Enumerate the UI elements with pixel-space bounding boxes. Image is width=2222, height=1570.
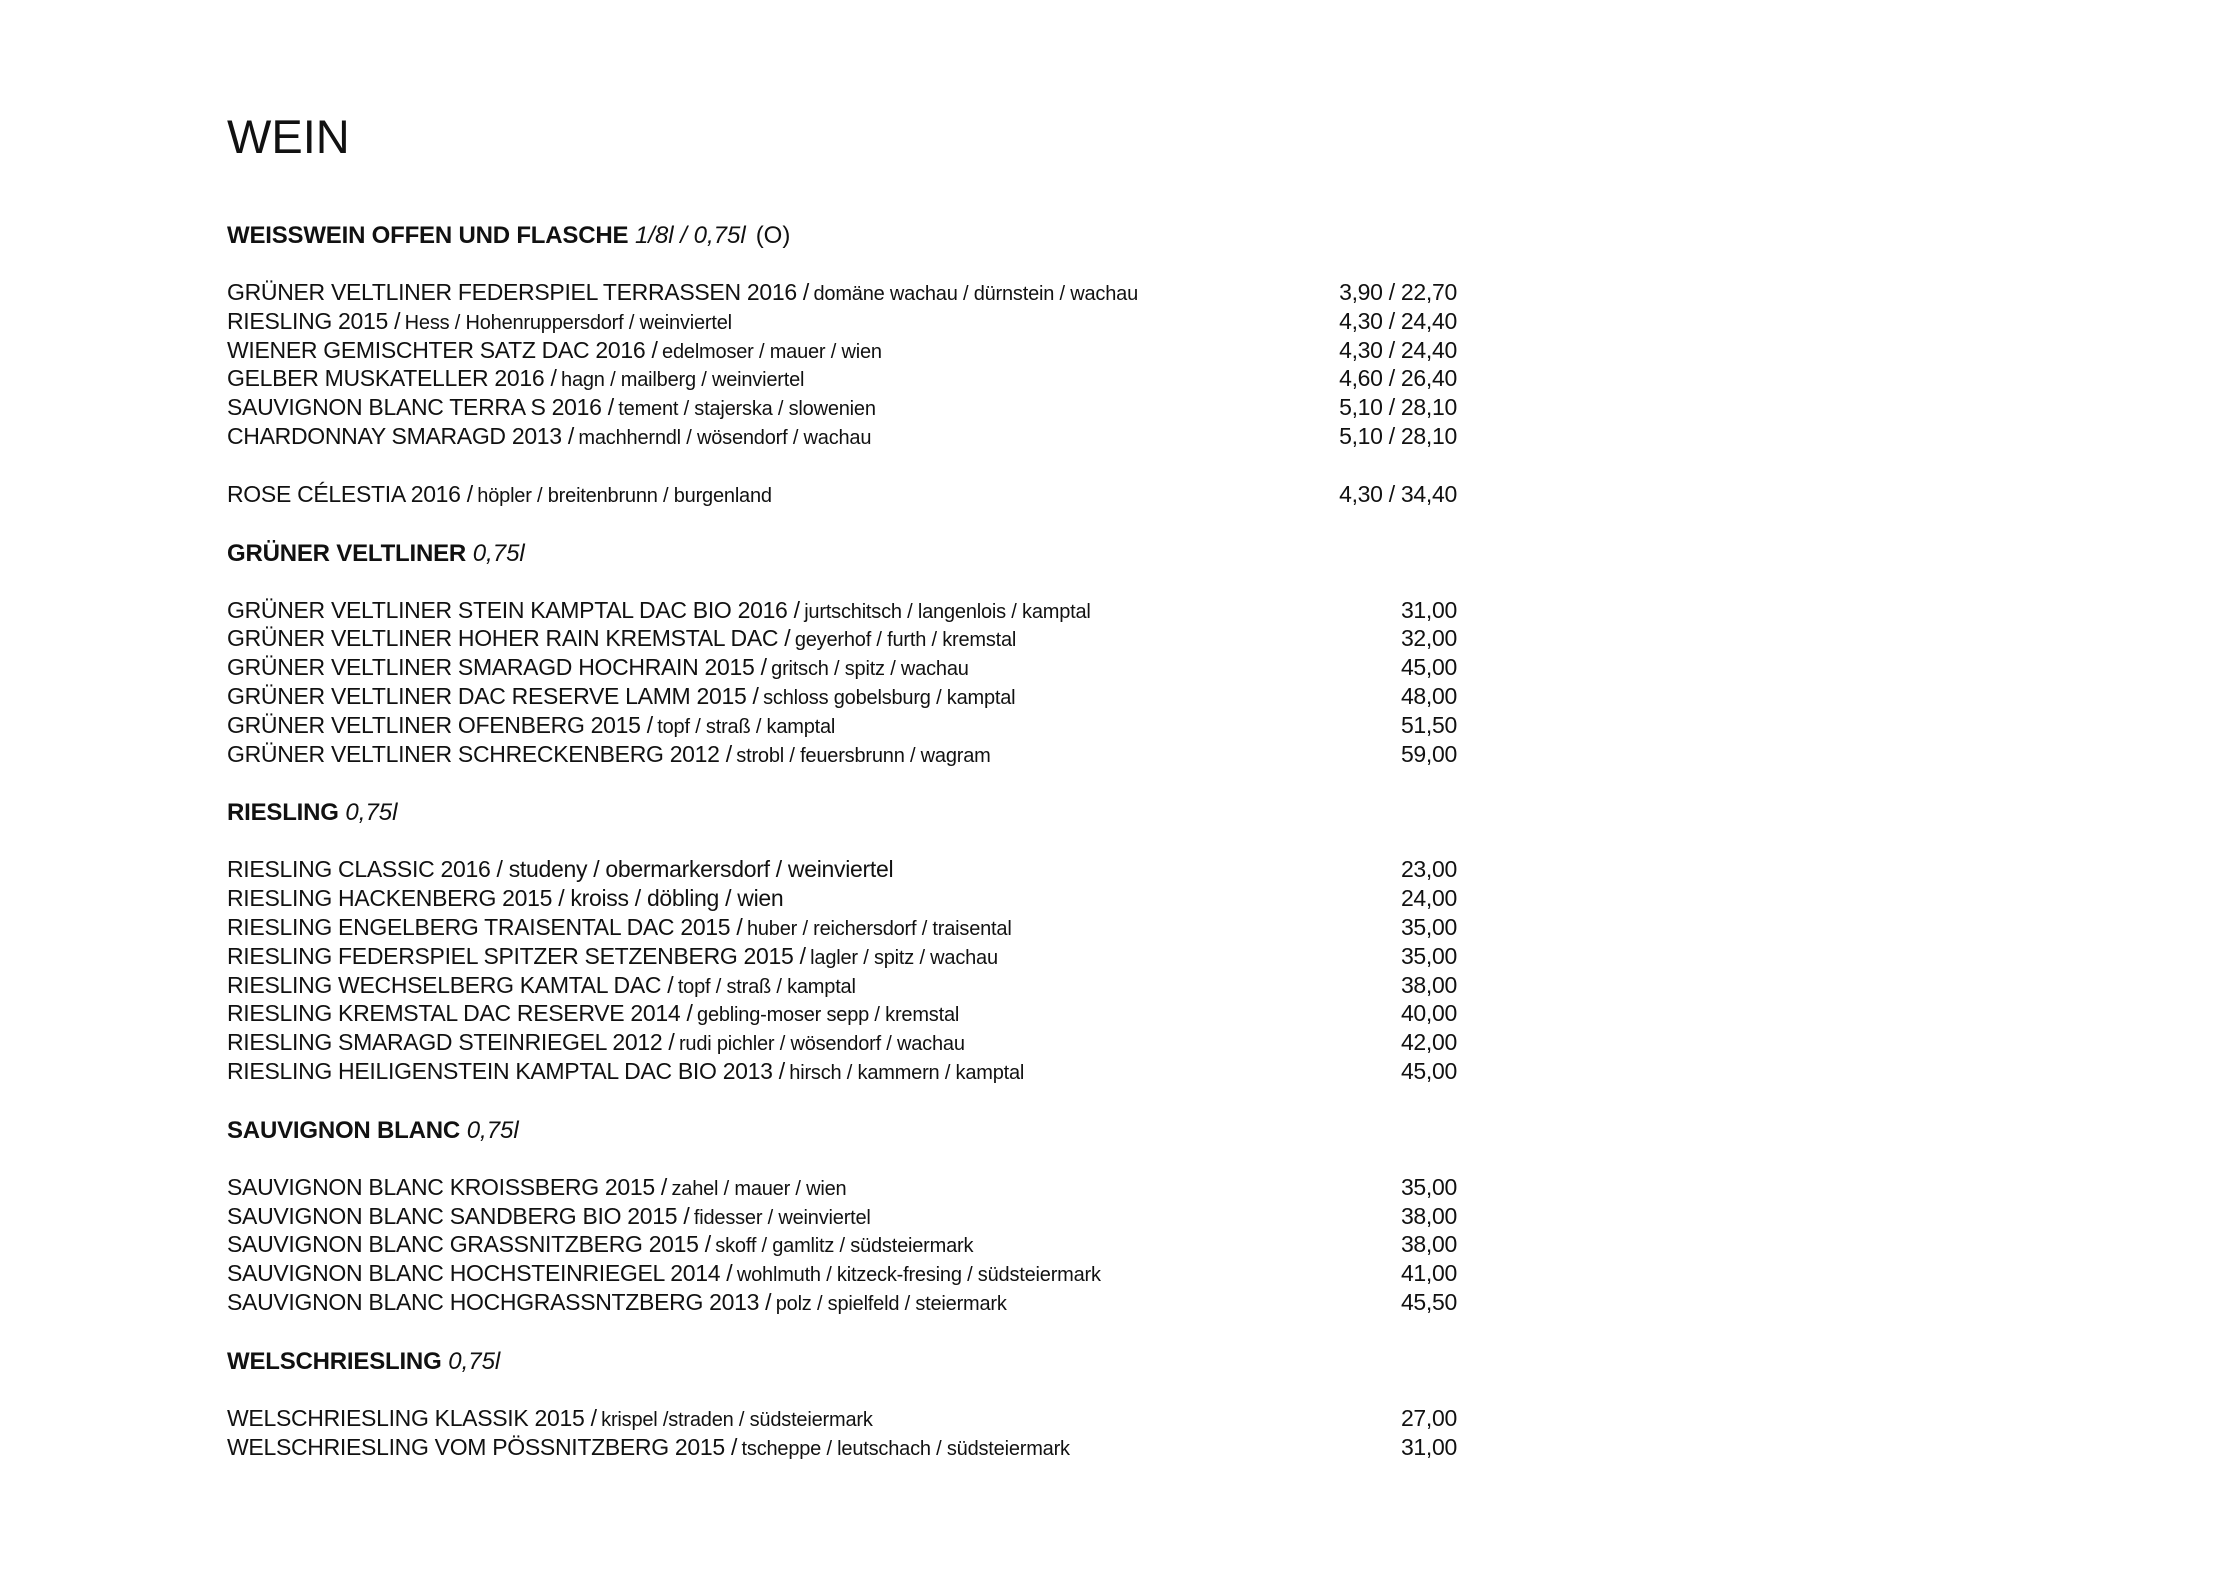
wine-name: GRÜNER VELTLINER SCHRECKENBERG 2012 / <box>227 740 732 767</box>
wine-producer: topf / straß / kamptal <box>657 715 836 738</box>
wine-row <box>227 971 1457 1000</box>
wine-price: 45,00 <box>1400 1057 1457 1084</box>
wine-name: GRÜNER VELTLINER OFENBERG 2015 / <box>227 711 653 738</box>
wine-producer: edelmoser / mauer / wien <box>662 340 882 363</box>
section-spacer <box>227 1317 1457 1346</box>
wine-producer: topf / straß / kamptal <box>677 975 856 998</box>
wine-producer: gritsch / spitz / wachau <box>771 658 969 681</box>
section-name: GRÜNER VELTLINER <box>227 539 467 567</box>
wine-name: SAUVIGNON BLANC HOCHGRASSNTZBERG 2013 / <box>227 1288 772 1315</box>
wine-name: ROSE CÉLESTIA 2016 / <box>227 480 473 507</box>
wine-producer: domäne wachau / dürnstein / wachau <box>813 283 1138 305</box>
wine-name: RIESLING ENGELBERG TRAISENTAL DAC 2015 / <box>227 913 743 940</box>
wine-name: RIESLING CLASSIC 2016 / studeny / obermarkersdorf / weinviertel <box>227 856 894 883</box>
wine-price: 35,00 <box>1400 1173 1457 1200</box>
wine-producer: schloss gobelsburg / kamptal <box>763 686 1016 709</box>
wine-producer: skoff / gamlitz / südsteiermark <box>715 1235 974 1258</box>
section-heading <box>227 1346 1457 1378</box>
row-spacer <box>227 451 1457 480</box>
wine-price: 51,50 <box>1400 711 1457 738</box>
wine-name: RIESLING WECHSELBERG KAMTAL DAC / <box>227 971 674 998</box>
wine-price: 23,00 <box>1400 856 1457 883</box>
wine-price: 5,10 / 28,10 <box>1339 422 1457 449</box>
wine-row <box>227 1202 1457 1231</box>
wine-description <box>227 1433 1070 1466</box>
wine-row <box>227 653 1457 682</box>
section-name: RIESLING <box>227 799 339 827</box>
wine-producer: zahel / mauer / wien <box>671 1177 847 1200</box>
wine-price: 3,90 / 22,70 <box>1339 279 1457 305</box>
wine-price: 4,60 / 26,40 <box>1339 365 1457 392</box>
wine-row <box>227 999 1457 1028</box>
wine-description <box>227 480 772 513</box>
section-volume: 0,75l <box>448 1347 501 1375</box>
wine-price: 32,00 <box>1400 625 1457 652</box>
wine-price: 27,00 <box>1400 1404 1457 1431</box>
wine-producer: jurtschitsch / langenlois / kamptal <box>804 600 1091 623</box>
section-note: (O) <box>755 222 791 249</box>
section-spacer <box>227 509 1457 538</box>
wine-producer: machherndl / wösendorf / wachau <box>578 426 872 449</box>
wine-price: 24,00 <box>1400 885 1457 912</box>
wine-section <box>227 797 1457 1114</box>
wine-row <box>227 711 1457 740</box>
section-name: SAUVIGNON BLANC <box>227 1116 461 1144</box>
wine-producer: Hess / Hohenruppersdorf / weinviertel <box>404 311 732 334</box>
wine-producer: rudi pichler / wösendorf / wachau <box>678 1033 965 1056</box>
wine-price: 59,00 <box>1400 740 1457 767</box>
wine-producer: polz / spielfeld / steiermark <box>775 1292 1007 1315</box>
wine-row <box>227 422 1457 451</box>
wine-row <box>227 596 1457 625</box>
wine-producer: tscheppe / leutschach / südsteiermark <box>741 1437 1070 1460</box>
wine-name: GRÜNER VELTLINER STEIN KAMPTAL DAC BIO 2016 / <box>227 596 800 623</box>
wine-name: RIESLING 2015 / <box>227 307 401 334</box>
wine-name: RIESLING FEDERSPIEL SPITZER SETZENBERG 2015 / <box>227 942 806 969</box>
wine-row <box>227 393 1457 422</box>
wine-name: SAUVIGNON BLANC KROISSBERG 2015 / <box>227 1173 668 1200</box>
section-heading <box>227 797 1457 829</box>
wine-name: RIESLING SMARAGD STEINRIEGEL 2012 / <box>227 1029 675 1056</box>
wine-name: GRÜNER VELTLINER FEDERSPIEL TERRASSEN 2016 / <box>227 279 810 305</box>
wine-price: 38,00 <box>1400 971 1457 998</box>
wine-description <box>227 740 991 773</box>
wine-row <box>227 1288 1457 1317</box>
wine-name: WELSCHRIESLING VOM PÖSSNITZBERG 2015 / <box>227 1433 738 1460</box>
section-heading <box>227 220 1457 252</box>
wine-row <box>227 1230 1457 1259</box>
wine-row <box>227 1259 1457 1288</box>
wine-name: SAUVIGNON BLANC TERRA S 2016 / <box>227 394 614 421</box>
wine-row <box>227 1028 1457 1057</box>
wine-price: 35,00 <box>1400 913 1457 940</box>
wine-description <box>227 1288 1007 1321</box>
wine-row <box>227 480 1457 509</box>
wine-row <box>227 1433 1457 1462</box>
wine-price: 31,00 <box>1400 1433 1457 1460</box>
wine-price: 4,30 / 24,40 <box>1339 307 1457 334</box>
wine-price: 42,00 <box>1400 1029 1457 1056</box>
wine-description <box>227 422 871 455</box>
wine-name: RIESLING HEILIGENSTEIN KAMPTAL DAC BIO 2013 / <box>227 1057 785 1084</box>
wine-row <box>227 740 1457 769</box>
wine-row <box>227 624 1457 653</box>
wine-section <box>227 538 1457 798</box>
wine-producer: gebling-moser sepp / kremstal <box>697 1004 960 1027</box>
wine-price: 41,00 <box>1400 1260 1457 1287</box>
wine-price: 4,30 / 24,40 <box>1339 336 1457 363</box>
wine-name: GRÜNER VELTLINER DAC RESERVE LAMM 2015 / <box>227 682 759 709</box>
wine-name: RIESLING HACKENBERG 2015 / kroiss / döbling / wien <box>227 885 784 912</box>
wine-name: GELBER MUSKATELLER 2016 / <box>227 365 557 392</box>
wine-description <box>227 1057 1024 1090</box>
wine-row <box>227 307 1457 336</box>
wine-row <box>227 1173 1457 1202</box>
wine-price: 45,50 <box>1400 1288 1457 1315</box>
wine-price: 4,30 / 34,40 <box>1339 480 1457 507</box>
wine-name: WIENER GEMISCHTER SATZ DAC 2016 / <box>227 336 658 363</box>
wine-name: SAUVIGNON BLANC GRASSNITZBERG 2015 / <box>227 1231 711 1258</box>
wine-producer: krispel /straden / südsteiermark <box>601 1408 873 1431</box>
wine-section <box>227 220 1457 538</box>
section-volume: 0,75l <box>345 799 398 827</box>
wine-producer: wohlmuth / kitzeck-fresing / südsteiermark <box>736 1264 1101 1287</box>
page-title: WEIN <box>227 110 350 163</box>
wine-price: 45,00 <box>1400 654 1457 681</box>
section-name: WELSCHRIESLING <box>227 1347 442 1375</box>
wine-price: 40,00 <box>1400 1000 1457 1027</box>
wine-row <box>227 1404 1457 1433</box>
wine-name: CHARDONNAY SMARAGD 2013 / <box>227 422 574 449</box>
wine-producer: lagler / spitz / wachau <box>810 946 998 969</box>
wine-row <box>227 884 1457 913</box>
wine-section <box>227 1346 1457 1491</box>
wine-price: 31,00 <box>1400 596 1457 623</box>
wine-producer: hagn / mailberg / weinviertel <box>561 369 805 392</box>
wine-row <box>227 278 1457 307</box>
section-spacer <box>227 1461 1457 1490</box>
wine-producer: strobl / feuersbrunn / wagram <box>736 744 991 767</box>
wine-row <box>227 855 1457 884</box>
wine-name: SAUVIGNON BLANC SANDBERG BIO 2015 / <box>227 1202 690 1229</box>
wine-sections <box>227 220 1457 1490</box>
wine-row <box>227 1057 1457 1086</box>
wine-price: 48,00 <box>1400 682 1457 709</box>
section-heading <box>227 1115 1457 1147</box>
section-volume: 0,75l <box>466 1116 519 1144</box>
wine-price: 35,00 <box>1400 942 1457 969</box>
wine-name: GRÜNER VELTLINER SMARAGD HOCHRAIN 2015 / <box>227 654 767 681</box>
wine-row <box>227 942 1457 971</box>
wine-row <box>227 364 1457 393</box>
wine-producer: hirsch / kammern / kamptal <box>789 1061 1025 1084</box>
section-volume: 1/8l / 0,75l <box>634 222 746 249</box>
wine-section <box>227 1115 1457 1346</box>
wine-row <box>227 913 1457 942</box>
wine-producer: höpler / breitenbrunn / burgenland <box>477 484 772 507</box>
wine-producer: huber / reichersdorf / traisental <box>746 917 1012 940</box>
section-name: WEISSWEIN OFFEN UND FLASCHE <box>227 222 629 249</box>
section-volume: 0,75l <box>472 539 525 567</box>
wine-producer: geyerhof / furth / kremstal <box>794 629 1017 652</box>
section-heading <box>227 538 1457 570</box>
wine-price: 38,00 <box>1400 1202 1457 1229</box>
wine-row <box>227 682 1457 711</box>
section-spacer <box>227 1086 1457 1115</box>
wine-price: 5,10 / 28,10 <box>1339 394 1457 421</box>
wine-menu-page <box>227 108 1457 1490</box>
wine-name: GRÜNER VELTLINER HOHER RAIN KREMSTAL DAC / <box>227 625 791 652</box>
section-spacer <box>227 768 1457 797</box>
wine-price: 38,00 <box>1400 1231 1457 1258</box>
wine-name: RIESLING KREMSTAL DAC RESERVE 2014 / <box>227 1000 693 1027</box>
wine-name: WELSCHRIESLING KLASSIK 2015 / <box>227 1404 597 1431</box>
wine-row <box>227 336 1457 365</box>
wine-producer: fidesser / weinviertel <box>693 1206 871 1229</box>
wine-name: SAUVIGNON BLANC HOCHSTEINRIEGEL 2014 / <box>227 1260 733 1287</box>
wine-producer: tement / stajerska / slowenien <box>618 398 876 421</box>
